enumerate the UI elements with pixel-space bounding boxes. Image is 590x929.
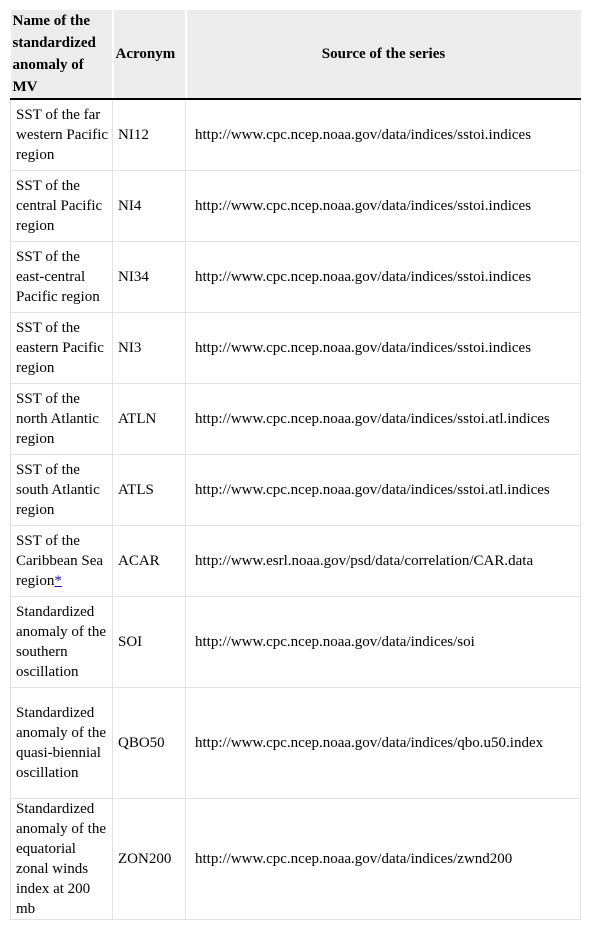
cell-acronym: NI4 bbox=[113, 171, 186, 242]
cell-source: http://www.cpc.ncep.noaa.gov/data/indices/sstoi.atl.indices bbox=[186, 455, 581, 526]
cell-acronym: NI12 bbox=[113, 99, 186, 171]
table-row bbox=[11, 171, 581, 242]
table-row bbox=[11, 313, 581, 384]
cell-source: http://www.cpc.ncep.noaa.gov/data/indices/soi bbox=[186, 597, 581, 688]
cell-source: http://www.cpc.ncep.noaa.gov/data/indices/qbo.u50.index bbox=[186, 688, 581, 799]
cell-acronym: ACAR bbox=[113, 526, 186, 597]
table-row bbox=[11, 242, 581, 313]
cell-acronym: ATLS bbox=[113, 455, 186, 526]
cell-source: http://www.cpc.ncep.noaa.gov/data/indices/sstoi.indices bbox=[186, 99, 581, 171]
cell-name: SST of the central Pacific region bbox=[11, 171, 113, 242]
cell-name: SST of the east-central Pacific region bbox=[11, 242, 113, 313]
table-row bbox=[11, 455, 581, 526]
cell-name-text: SST of the Caribbean Sea region bbox=[16, 533, 104, 589]
table-row bbox=[11, 384, 581, 455]
cell-name: SST of the north Atlantic region bbox=[11, 384, 113, 455]
cell-source: http://www.cpc.ncep.noaa.gov/data/indices/zwnd200 bbox=[186, 799, 581, 920]
table-row bbox=[11, 688, 581, 799]
cell-acronym: ZON200 bbox=[113, 799, 186, 920]
cell-name: SST of the eastern Pacific region bbox=[11, 313, 113, 384]
cell-name: Standardized anomaly of the southern oscillation bbox=[11, 597, 113, 688]
header-source: Source of the series bbox=[186, 10, 581, 99]
indices-table bbox=[10, 10, 581, 920]
cell-name: Standardized anomaly of the equatorial zonal winds index at 200 mb bbox=[11, 799, 113, 920]
table-body bbox=[11, 99, 581, 920]
cell-name bbox=[11, 526, 113, 597]
cell-acronym: ATLN bbox=[113, 384, 186, 455]
cell-source: http://www.cpc.ncep.noaa.gov/data/indices/sstoi.indices bbox=[186, 313, 581, 384]
cell-source: http://www.esrl.noaa.gov/psd/data/correlation/CAR.data bbox=[186, 526, 581, 597]
cell-name: SST of the far western Pacific region bbox=[11, 99, 113, 171]
table-header bbox=[11, 10, 581, 99]
cell-source: http://www.cpc.ncep.noaa.gov/data/indices/sstoi.indices bbox=[186, 171, 581, 242]
cell-name: SST of the south Atlantic region bbox=[11, 455, 113, 526]
cell-source: http://www.cpc.ncep.noaa.gov/data/indices/sstoi.atl.indices bbox=[186, 384, 581, 455]
cell-acronym: SOI bbox=[113, 597, 186, 688]
table-row bbox=[11, 799, 581, 920]
cell-acronym: QBO50 bbox=[113, 688, 186, 799]
footnote-link[interactable]: * bbox=[54, 573, 62, 589]
table-row bbox=[11, 99, 581, 171]
header-row bbox=[11, 10, 581, 99]
cell-acronym: NI34 bbox=[113, 242, 186, 313]
table-row bbox=[11, 597, 581, 688]
cell-source: http://www.cpc.ncep.noaa.gov/data/indices/sstoi.indices bbox=[186, 242, 581, 313]
table-row bbox=[11, 526, 581, 597]
header-acronym: Acronym bbox=[113, 10, 186, 99]
cell-name: Standardized anomaly of the quasi-biennial oscillation bbox=[11, 688, 113, 799]
data-table-container bbox=[10, 10, 580, 920]
cell-acronym: NI3 bbox=[113, 313, 186, 384]
header-name: Name of the standardized anomaly of MV bbox=[11, 10, 113, 99]
